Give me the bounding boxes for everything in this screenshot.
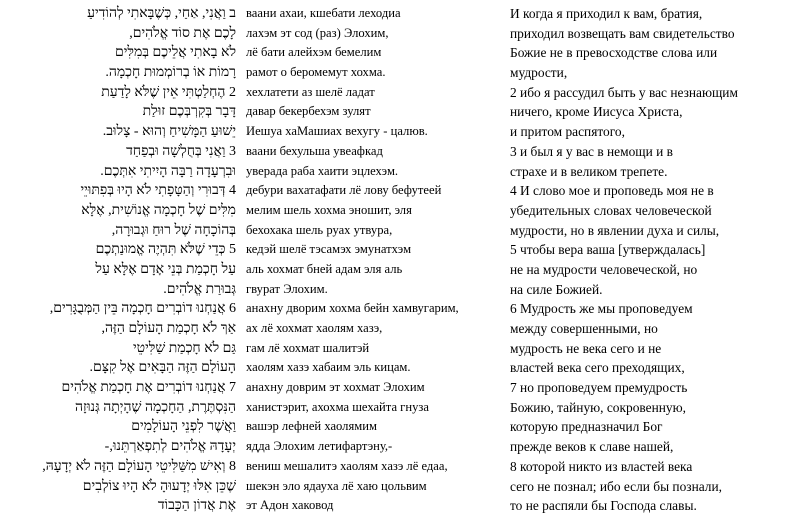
hebrew-line: בְּהוֹכָחָה שֶׁל רוּחַ וּגְבוּרָה, (111, 222, 236, 238)
hebrew-line: יֵשׁוּעַ הַמָּשִׁיחַ וְהוּא - צָלוּב. (102, 124, 236, 140)
hebrew-line: דָּבָר בְּקִרְבְּכֶם זוּלַת (142, 104, 236, 120)
russian-line: не на мудрости человеческой, но (510, 261, 698, 277)
hebrew-line: 6 אֲנַחְנוּ דוֹבְרִים חָכְמָה בֵּין הַמְּבֻגָּרִים, (49, 301, 236, 317)
russian-line: убедительных словах человеческой (510, 202, 712, 218)
russian-line: 3 и был я у вас в немощи и в (510, 143, 673, 159)
russian-line: Божию, тайную, сокровенную, (510, 399, 686, 415)
hebrew-line: מִלִּים שֶׁל חָכְמָה אֱנוֹשִׁית, אֶלָּא (81, 202, 236, 218)
transliteration-line: бехохака шель руах утвура, (246, 222, 393, 237)
hebrew-line: שֶׁכֵּן אִלּוּ יְדָעוּהָ לֹא הָיוּ צוֹלְבִים (82, 478, 236, 494)
russian-line: которую предназначил Бог (510, 419, 663, 435)
transliteration-line: гвурат Элохим. (246, 281, 328, 296)
transliteration-line: лахэм эт сод (раз) Элохим, (246, 25, 389, 40)
transliteration-line: Иешуа хаМашиах вехугу - цалюв. (246, 124, 428, 139)
hebrew-line: 4 דְּבוּרִי וְהַטָּפָתִי לֹא הָיוּ בְּפִתּוּיֵי (80, 183, 236, 199)
hebrew-line: גַּם לֹא חָכְמַת שַׁלִּיטֵי (132, 340, 236, 356)
hebrew-line: אַךְ לֹא חָכְמַת הָעוֹלָם הַזֶּה, (101, 321, 236, 336)
transliteration-line: вашэр лефней хаолямим (246, 419, 377, 434)
transliteration-line: аль хохмат бней адам эля аль (246, 261, 403, 276)
hebrew-line: 8 וְאִישׁ מִשַּׁלִּיטֵי הָעוֹלָם הַזֶּה לֹא יְדָעָהּ, (42, 458, 236, 474)
hebrew-line: 2 הֶחְלַטְתִּי אֵין שֶׁלֹּא לָדַעַת (101, 84, 236, 100)
hebrew-text-column (0, 4, 236, 516)
transliteration-line: лё бати алейхэм бемелим (246, 45, 382, 60)
russian-line: и притом распятого, (510, 124, 625, 140)
hebrew-line: ב וַאֲנִי, אַחַי, כְּשֶׁבָּאתִי לְהוֹדִיעַ (87, 6, 236, 21)
transliteration-line: ваани бехульша увеафкад (246, 143, 383, 158)
hebrew-line: גְּבוּרַת אֱלֹהִים. (163, 281, 236, 297)
russian-line: то не распяли бы Господа славы. (510, 498, 697, 514)
russian-line: на силе Божией. (510, 281, 603, 297)
russian-line: сего не познал; ибо если бы познали, (510, 478, 723, 494)
transliteration-line: хехлатети аз шелё ладат (246, 84, 375, 99)
russian-line: властей века сего преходящих, (510, 360, 685, 376)
russian-line: 8 которой никто из властей века (510, 458, 693, 474)
transliteration-line: дебури вахатафати лё лову бефутеей (246, 183, 442, 198)
transliteration-line: шекэн эло ядауха лё хаю цольвим (246, 478, 427, 493)
russian-line: между совершенными, но (510, 321, 658, 336)
transliteration-line: вениш мешалитэ хаолям хазэ лё едаа, (246, 458, 448, 473)
hebrew-line: עַל חָכְמַת בְּנֵי אָדָם אֶלָּא עַל (95, 261, 236, 277)
russian-line: мудрости, но в явлении духа и силы, (510, 222, 720, 238)
transliteration-line: анахну дворим хохма бейн хамвугарим, (246, 301, 459, 316)
hebrew-line: לֹא בָאתִי אֲלֵיכֶם בְּמִלִּים (114, 45, 236, 61)
transliteration-line: мелим шель хохма эношит, эля (246, 202, 412, 217)
transliteration-text-column (246, 4, 506, 516)
russian-line: страхе и в великом трепете. (510, 163, 668, 179)
transliteration-line: хаолям хазэ хабаим эль кицам. (246, 360, 411, 375)
hebrew-line: 7 אֲנַחְנוּ דוֹבְרִים אֶת חָכְמַת אֱלֹהִים (61, 380, 236, 396)
transliteration-line: давар бекербехэм зулят (246, 104, 371, 119)
transliteration-line: уверада раба хаити эцлехэм. (246, 163, 399, 178)
hebrew-line: הַנִּסְתֶּרֶת, הַחָכְמָה שֶׁהָיְתָה גְּנוּזָה (75, 399, 236, 415)
russian-line: И когда я приходил к вам, братия, (510, 6, 703, 21)
russian-line: 7 но проповедуем премудрость (510, 380, 688, 396)
russian-line: 6 Мудрость же мы проповедуем (510, 301, 693, 317)
russian-line: ничего, кроме Иисуса Христа, (510, 104, 683, 120)
russian-line: мудрости, (510, 65, 568, 81)
russian-line: 4 И слово мое и проповедь моя не в (510, 183, 714, 199)
russian-line: приходил возвещать вам свидетельство (510, 25, 735, 41)
russian-line: 2 ибо я рассудил быть у вас незнающим (510, 84, 738, 100)
transliteration-line: ваани ахаи, кшебати леходиа (246, 6, 401, 20)
transliteration-line: эт Адон хаковод (246, 498, 334, 513)
transliteration-line: ханистэрит, ахохма шехайта гнуза (246, 399, 429, 414)
transliteration-line: ядда Элохим летифартэну,- (246, 439, 393, 454)
transliteration-line: анахну доврим эт хохмат Элохим (246, 380, 425, 395)
russian-line: Божие не в превосходстве слова или (510, 45, 718, 61)
russian-line: прежде веков к славе нашей, (510, 439, 674, 455)
russian-text-column (510, 4, 800, 516)
hebrew-line: הָעוֹלָם הַזֶּה הַבָּאִים אֶל קִצָּם. (89, 360, 236, 376)
hebrew-line: 3 וַאֲנִי בְּחֻלְשָׁה וּבְפַחַד (126, 143, 236, 159)
hebrew-line: וּבִרְעָדָה רַבָּה הָיִיתִי אִתְּכֶם. (100, 163, 236, 179)
hebrew-line: יְעָדָהּ אֱלֹהִים לְתִפְאַרְתֵּנוּ,- (104, 439, 236, 455)
transliteration-line: кедэй шелё тэсамэх эмунатхэм (246, 242, 412, 257)
russian-line: 5 чтобы вера ваша [утверждалась] (510, 242, 706, 258)
transliteration-line: гам лё хохмат шалитэй (246, 340, 370, 355)
hebrew-line: 5 כְּדֵי שֶׁלֹּא תִּהְיֶה אֱמוּנַתְכֶם (95, 242, 236, 258)
transliteration-line: ах лё хохмат хаолям хазэ, (246, 321, 383, 335)
hebrew-line: אֶת אֲדוֹן הַכָּבוֹד (157, 498, 236, 514)
hebrew-line: וַאֲשֶׁר לִפְנֵי הָעוֹלָמִים (131, 419, 236, 435)
russian-line: мудрость не века сего и не (510, 340, 662, 356)
hebrew-line: רָמוֹת אוֹ בְרוֹמְמוּת חָכְמָה. (105, 65, 236, 81)
transliteration-line: рамот о беромемут хохма. (246, 65, 386, 80)
hebrew-line: לָכֶם אֶת סוֹד אֱלֹהִים, (129, 25, 236, 41)
